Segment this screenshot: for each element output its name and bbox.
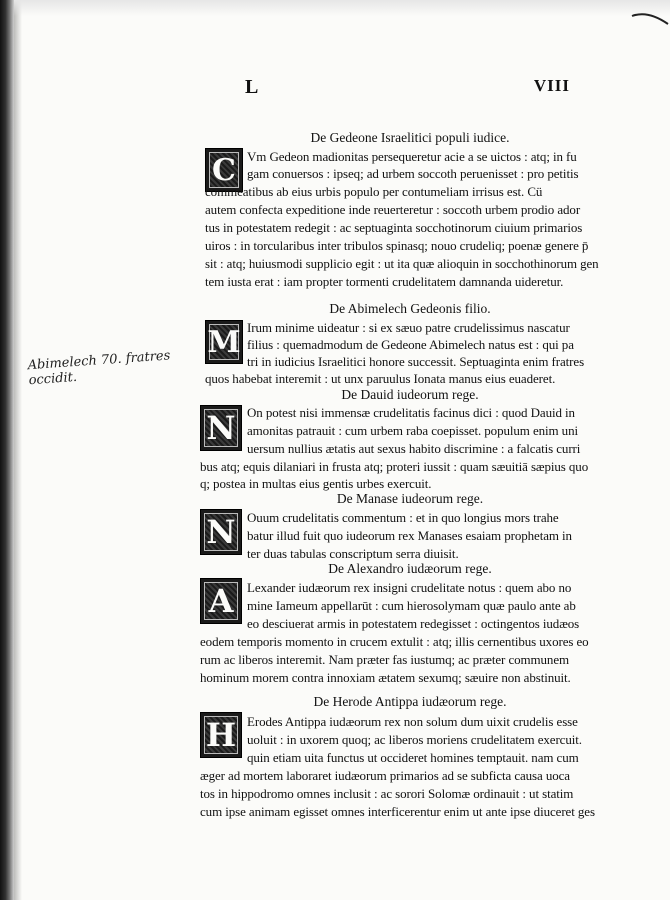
- section-heading: De Abimelech Gedeonis filio.: [329, 301, 491, 316]
- text-line: Lexander iudæorum rex insigni crudelitate notus : quem abo no: [247, 580, 572, 595]
- page-corner-icon: [630, 8, 670, 48]
- initial-letter: M: [207, 324, 241, 360]
- text-line: gam conuersos : ipseq; ad urbem soccoth peruenisset : pro petitis: [247, 166, 579, 181]
- section-heading: De Gedeone Israelitici populi iudice.: [310, 130, 510, 145]
- text-line: q; postea in multas eius gentis urbes exercuit.: [200, 476, 432, 491]
- text-line: commeatibus ab eius urbis populo per contumeliam irrisus est. Cü: [205, 184, 543, 199]
- section-heading: De Herode Antippa iudæorum rege.: [313, 694, 507, 709]
- text-line: batur illud fuit quo iudeorum rex Manases esaiam prophetam in: [247, 528, 572, 543]
- text-line: eo desciuerat armis in potestatem redegisset : octingentos iudæos: [247, 616, 580, 631]
- text-line: amonitas patrauit : cum urbem raba coepisset. populum enim uni: [247, 423, 578, 438]
- text-line: tri in iudicius Israelitici honore successit. Septuaginta enim fratres: [247, 354, 585, 369]
- decorated-initial: [200, 509, 242, 555]
- text-line: Ouum crudelitatis commentum : et in quo longius mors trahe: [247, 510, 559, 525]
- text-line: Vm Gedeon madionitas persequeretur acie a se uictos : atq; in fu: [247, 149, 577, 164]
- text-line: mine Iameum appellarūt : cum hierosolymam quæ paulo ante ab: [247, 598, 576, 613]
- decorated-initial: [205, 320, 243, 364]
- text-line: hominum morem contra innoxiam ætatem sexumq; sæuire non abstinuit.: [200, 670, 571, 685]
- text-line: æger ad mortem laboraret iudæorum primarios ad se subfictа causa uoca: [200, 768, 570, 783]
- text-line: On potest nisi immensæ crudelitatis facinus dici : quod Dauid in: [247, 405, 575, 420]
- margin-note-line: Abimelech 70. fratres: [27, 348, 171, 374]
- gutter-shadow: [14, 0, 22, 900]
- decorated-initial: [200, 405, 242, 451]
- decorated-initial: [200, 712, 242, 758]
- text-line: quos habebat interemit : ut unx paruulus Ionata manus eius euaderet.: [205, 371, 556, 386]
- initial-letter: N: [204, 409, 238, 446]
- text-line: uoluit : in uxorem quoq; ac liberos moriens crudelitatem exercuit.: [247, 732, 582, 747]
- text-line: tos in hippodromo omnes inclusit : ac sorori Solomæ ordinauit : ut statim: [200, 786, 574, 801]
- section-heading: De Dauid iudeorum rege.: [341, 387, 479, 402]
- book-binding: [0, 0, 14, 900]
- text-line: tus in potestatem redegit : ac septuaginta socchotinorum ciuium primarios: [205, 220, 583, 235]
- text-line: autem confecta expeditione inde reuerteretur : soccoth urbem prodio ador: [205, 202, 581, 217]
- text-line: tem iusta erat : iam propter tormenti crudelitatem damnanda uideretur.: [205, 274, 564, 289]
- section-heading: De Manase iudeorum rege.: [336, 491, 484, 506]
- text-line: Erodes Antippa iudæorum rex non solum dum uixit crudelis esse: [247, 714, 578, 729]
- text-line: filius : quemadmodum de Gedeone Abimelech natus est : qui pa: [247, 337, 574, 352]
- initial-letter: A: [204, 582, 238, 619]
- initial-letter: H: [205, 716, 237, 754]
- text-line: bus atq; equis dilaniari in frusta atq; proteri iussit : quam sæuitiā sæpius quo: [200, 459, 589, 474]
- text-line: sit : atq; huiusmodi supplicio egit : ut ita quæ alioquin in socchothinorum gen: [205, 256, 599, 271]
- text-line: cum ipse animam egisset omnes interficerentur enim ut ante ipse diuceret ges: [200, 804, 595, 819]
- text-line: rum ac liberos interemit. Nam præter fas iustumq; ac præter communem: [200, 652, 570, 667]
- text-line: ter duas tabulas conscriptum serra diuisit.: [247, 546, 459, 561]
- text-line: Irum minime uideatur : si ex sæuo patre crudelissimus nascatur: [247, 320, 570, 335]
- handwritten-margin-note: [27, 346, 209, 388]
- decorated-initial: [200, 578, 242, 624]
- section-heading: De Alexandro iudæorum rege.: [328, 561, 492, 576]
- page-top-edge: [14, 0, 670, 16]
- text-line: uersum nullius ætatis aut sexus habito discrimine : a falcatis curri: [247, 441, 581, 456]
- signature-mark: L: [245, 76, 259, 98]
- initial-letter: N: [204, 513, 238, 550]
- text-line: eodem temporis momento in crucem extulit : atq; illis cernentibus uxores eo: [200, 634, 589, 649]
- text-line: quin etiam uita functus ut occideret homines temptauit. nam cum: [247, 750, 579, 765]
- folio-number: VIII: [533, 76, 570, 95]
- text-line: uiros : in torcularibus inter tribulos spinasq; nouo crudeliq; poenæ genere p̄: [205, 238, 589, 253]
- initial-letter: C: [209, 152, 240, 188]
- margin-note-line: occidit.: [28, 369, 78, 389]
